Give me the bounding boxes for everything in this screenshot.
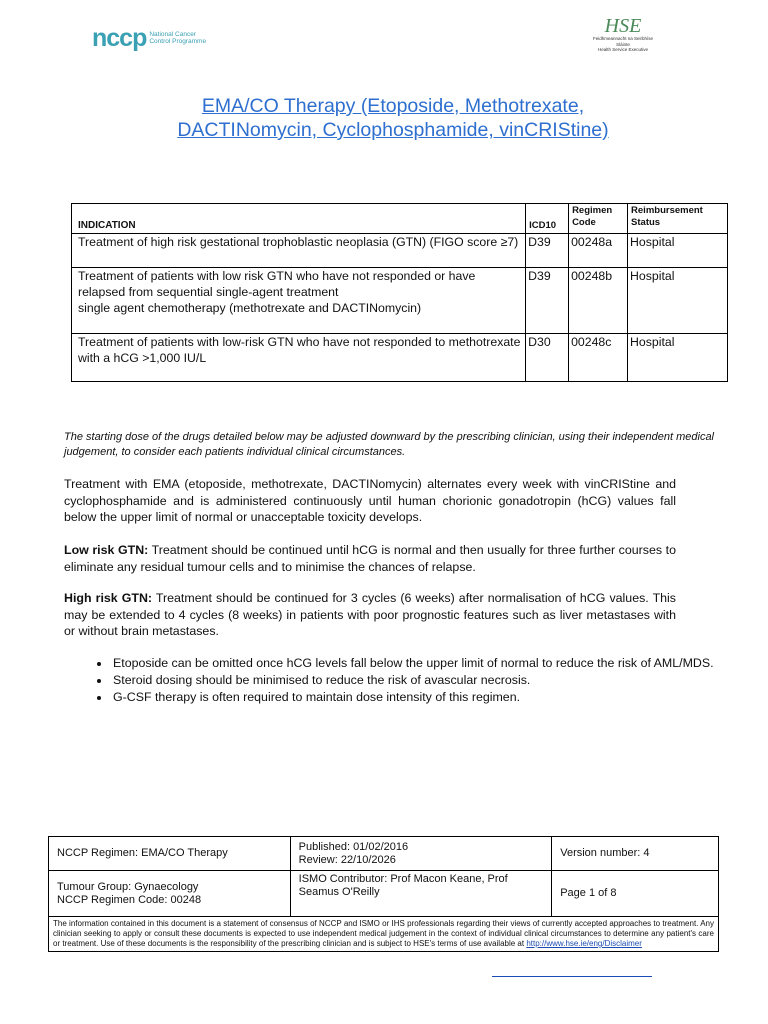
footer-page-number: Page 1 of 8 — [552, 871, 719, 917]
footer-review: Review: 22/10/2026 — [298, 853, 396, 866]
hse-logo — [588, 16, 658, 56]
link-underline — [492, 976, 652, 977]
row-status: Hospital — [628, 234, 728, 268]
footer-disclaimer-text: The information contained in this document is a statement of consensus of NCCP and ISMO or IHS professionals regarding their views of currently accepted approaches to treatment. Any clinician seeking to apply or consult these documents is expected to use independent medical judgement in the context of individual clinical circumstances to determine any patient's care or treatment. Use of these documents is the responsibility of the prescribing clinician and is subject to HSE's terms of use available at — [53, 919, 714, 948]
row-indication-line2: single agent chemotherapy (methotrexate and DACTINomycin) — [78, 301, 422, 315]
footer-regimen: NCCP Regimen: EMA/CO Therapy — [49, 837, 291, 871]
table-row — [72, 234, 728, 268]
nccp-name-line2: Control Programme — [149, 38, 207, 45]
hse-logo-mark: HSE — [604, 15, 642, 37]
footer-published: Published: 01/02/2016 — [298, 840, 409, 853]
row-code: 00248a — [569, 234, 628, 268]
footer-tumour-group — [49, 871, 291, 917]
treatment-paragraph: Treatment with EMA (etoposide, methotrexate, DACTINomycin) alternates every week with vinCRIStine and cyclophosphamide and is administered continuously until human chorionic gonadotropin (hCG) values fall below the upper limit of normal or unacceptable toxicity develops. — [64, 477, 676, 524]
footer-row — [49, 837, 719, 871]
footer-regimen-code: NCCP Regimen Code: 00248 — [57, 893, 202, 906]
footer-row — [49, 871, 719, 917]
header-indication: INDICATION — [72, 204, 526, 234]
high-risk-paragraph — [64, 590, 676, 640]
row-status: Hospital — [628, 334, 728, 382]
row-status: Hospital — [628, 268, 728, 334]
footer-version: Version number: 4 — [552, 837, 719, 871]
indication-table — [71, 203, 728, 382]
low-risk-paragraph — [64, 542, 676, 575]
low-risk-label: Low risk GTN: — [64, 543, 149, 557]
nccp-logo — [92, 22, 206, 54]
nccp-logo-mark: nccp — [92, 23, 147, 52]
title-line-1: EMA/CO Therapy (Etoposide, Methotrexate, — [201, 95, 585, 117]
footer-disclaimer — [49, 917, 719, 952]
disclaimer-link[interactable]: http://www.hse.ie/eng/Disclaimer — [526, 939, 642, 948]
header-icd10: ICD10 — [526, 204, 569, 234]
high-risk-text: Treatment should be continued for 3 cycles (6 weeks) after normalisation of hCG values. This may be extended to 4 cycles (8 weeks) in patients with poor prognostic features such as liver metastases with or without brain metastases. — [64, 591, 676, 638]
list-item: • Etoposide can be omitted once hCG levels fall below the upper limit of normal to reduce the risk of AML/MDS. — [111, 655, 731, 672]
row-code: 00248c — [569, 334, 628, 382]
footer-ismo: ISMO Contributor: Prof Macon Keane, Prof Seamus O'Reilly — [290, 871, 552, 917]
nccp-name-line1: National Cancer — [149, 30, 196, 38]
row-indication-line1: Treatment of patients with low risk GTN who have not responded or have relapsed from sequential single-agent treatment — [78, 269, 476, 299]
footer-table — [48, 836, 719, 952]
footer-tumour-group-text: Tumour Group: Gynaecology — [57, 880, 199, 893]
table-row — [72, 268, 728, 334]
low-risk-text: Treatment should be continued until hCG is normal and then usually for three further courses to eliminate any residual tumour cells and to minimise the chances of relapse. — [64, 543, 676, 574]
list-item: • Steroid dosing should be minimised to reduce the risk of avascular necrosis. — [111, 672, 731, 689]
title-line-2: DACTINomycin, Cyclophosphamide, vinCRIStine) — [177, 119, 609, 141]
row-icd10: D39 — [526, 268, 569, 334]
footer-dates — [290, 837, 552, 871]
indication-table-header — [72, 204, 728, 234]
header-reimbursement: Reimbursement Status — [628, 204, 728, 234]
row-icd10: D39 — [526, 234, 569, 268]
list-item: • G-CSF therapy is often required to maintain dose intensity of this regimen. — [111, 689, 731, 706]
page-title — [80, 94, 706, 142]
footer-row — [49, 917, 719, 952]
hse-logo-name-english: Health Service Executive — [597, 47, 649, 52]
row-code: 00248b — [569, 268, 628, 334]
header-regimen-code: Regimen Code — [569, 204, 628, 234]
hse-logo-name-irish: Feidhmeannacht na Seirbhíse Sláinte — [592, 36, 654, 47]
notes-list — [64, 655, 731, 706]
nccp-logo-name — [149, 31, 206, 46]
table-row — [72, 334, 728, 382]
row-indication — [72, 268, 526, 334]
high-risk-label: High risk GTN: — [64, 591, 153, 605]
row-indication: Treatment of high risk gestational trophoblastic neoplasia (GTN) (FIGO score ≥7) — [72, 234, 526, 268]
row-indication: Treatment of patients with low-risk GTN who have not responded to methotrexate with a hCG >1,000 IU/L — [72, 334, 526, 382]
dose-disclaimer: The starting dose of the drugs detailed below may be adjusted downward by the prescribing clinician, using their independent medical judgement, to consider each patients individual clinical circumstances. — [64, 431, 714, 458]
row-icd10: D30 — [526, 334, 569, 382]
